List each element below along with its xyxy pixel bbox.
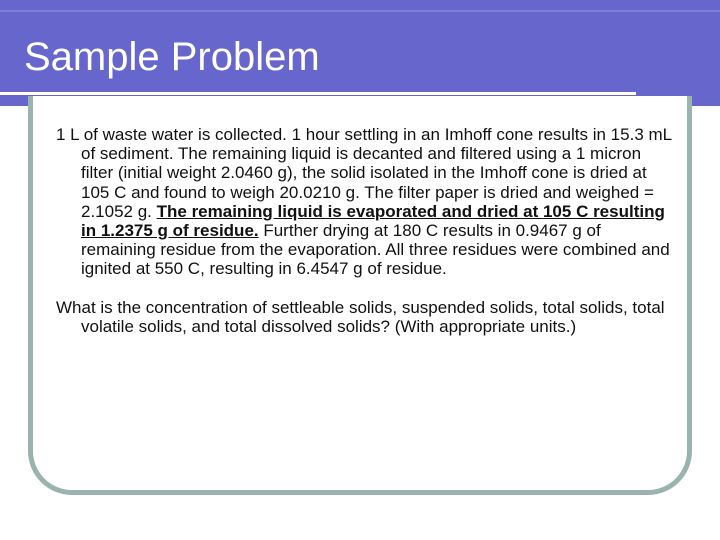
problem-statement bbox=[56, 125, 672, 279]
title-underline bbox=[0, 92, 636, 95]
problem-text-emphasis: The remaining liquid is evaporated and dried at 105 C resulting in 1.2375 g of residue. bbox=[81, 201, 665, 241]
header-accent-line bbox=[0, 10, 720, 12]
slide-body bbox=[56, 125, 672, 336]
slide-title: Sample Problem bbox=[24, 35, 320, 79]
problem-text-part1: 1 L of waste water is collected. 1 hour settling in an Imhoff cone results in 15.3 mL of sediment. The remaining liquid is decanted and filtered using a 1 micron filter (initial weight 2.0460 g), the solid isolated in the Imhoff cone is dried at 105 C and found to weigh 20.0210 g. The filter paper is dried and weighed = 2.1052 g. bbox=[56, 125, 672, 221]
problem-text-part2: Further drying at 180 C results in 0.9467 g of remaining residue from the evaporation. All three residues were combined and ignited at 550 C, resulting in 6.4547 g of residue. bbox=[81, 221, 670, 279]
question-text: What is the concentration of settleable solids, suspended solids, total solids, total volatile solids, and total dissolved solids? (With appropriate units.) bbox=[56, 297, 665, 336]
